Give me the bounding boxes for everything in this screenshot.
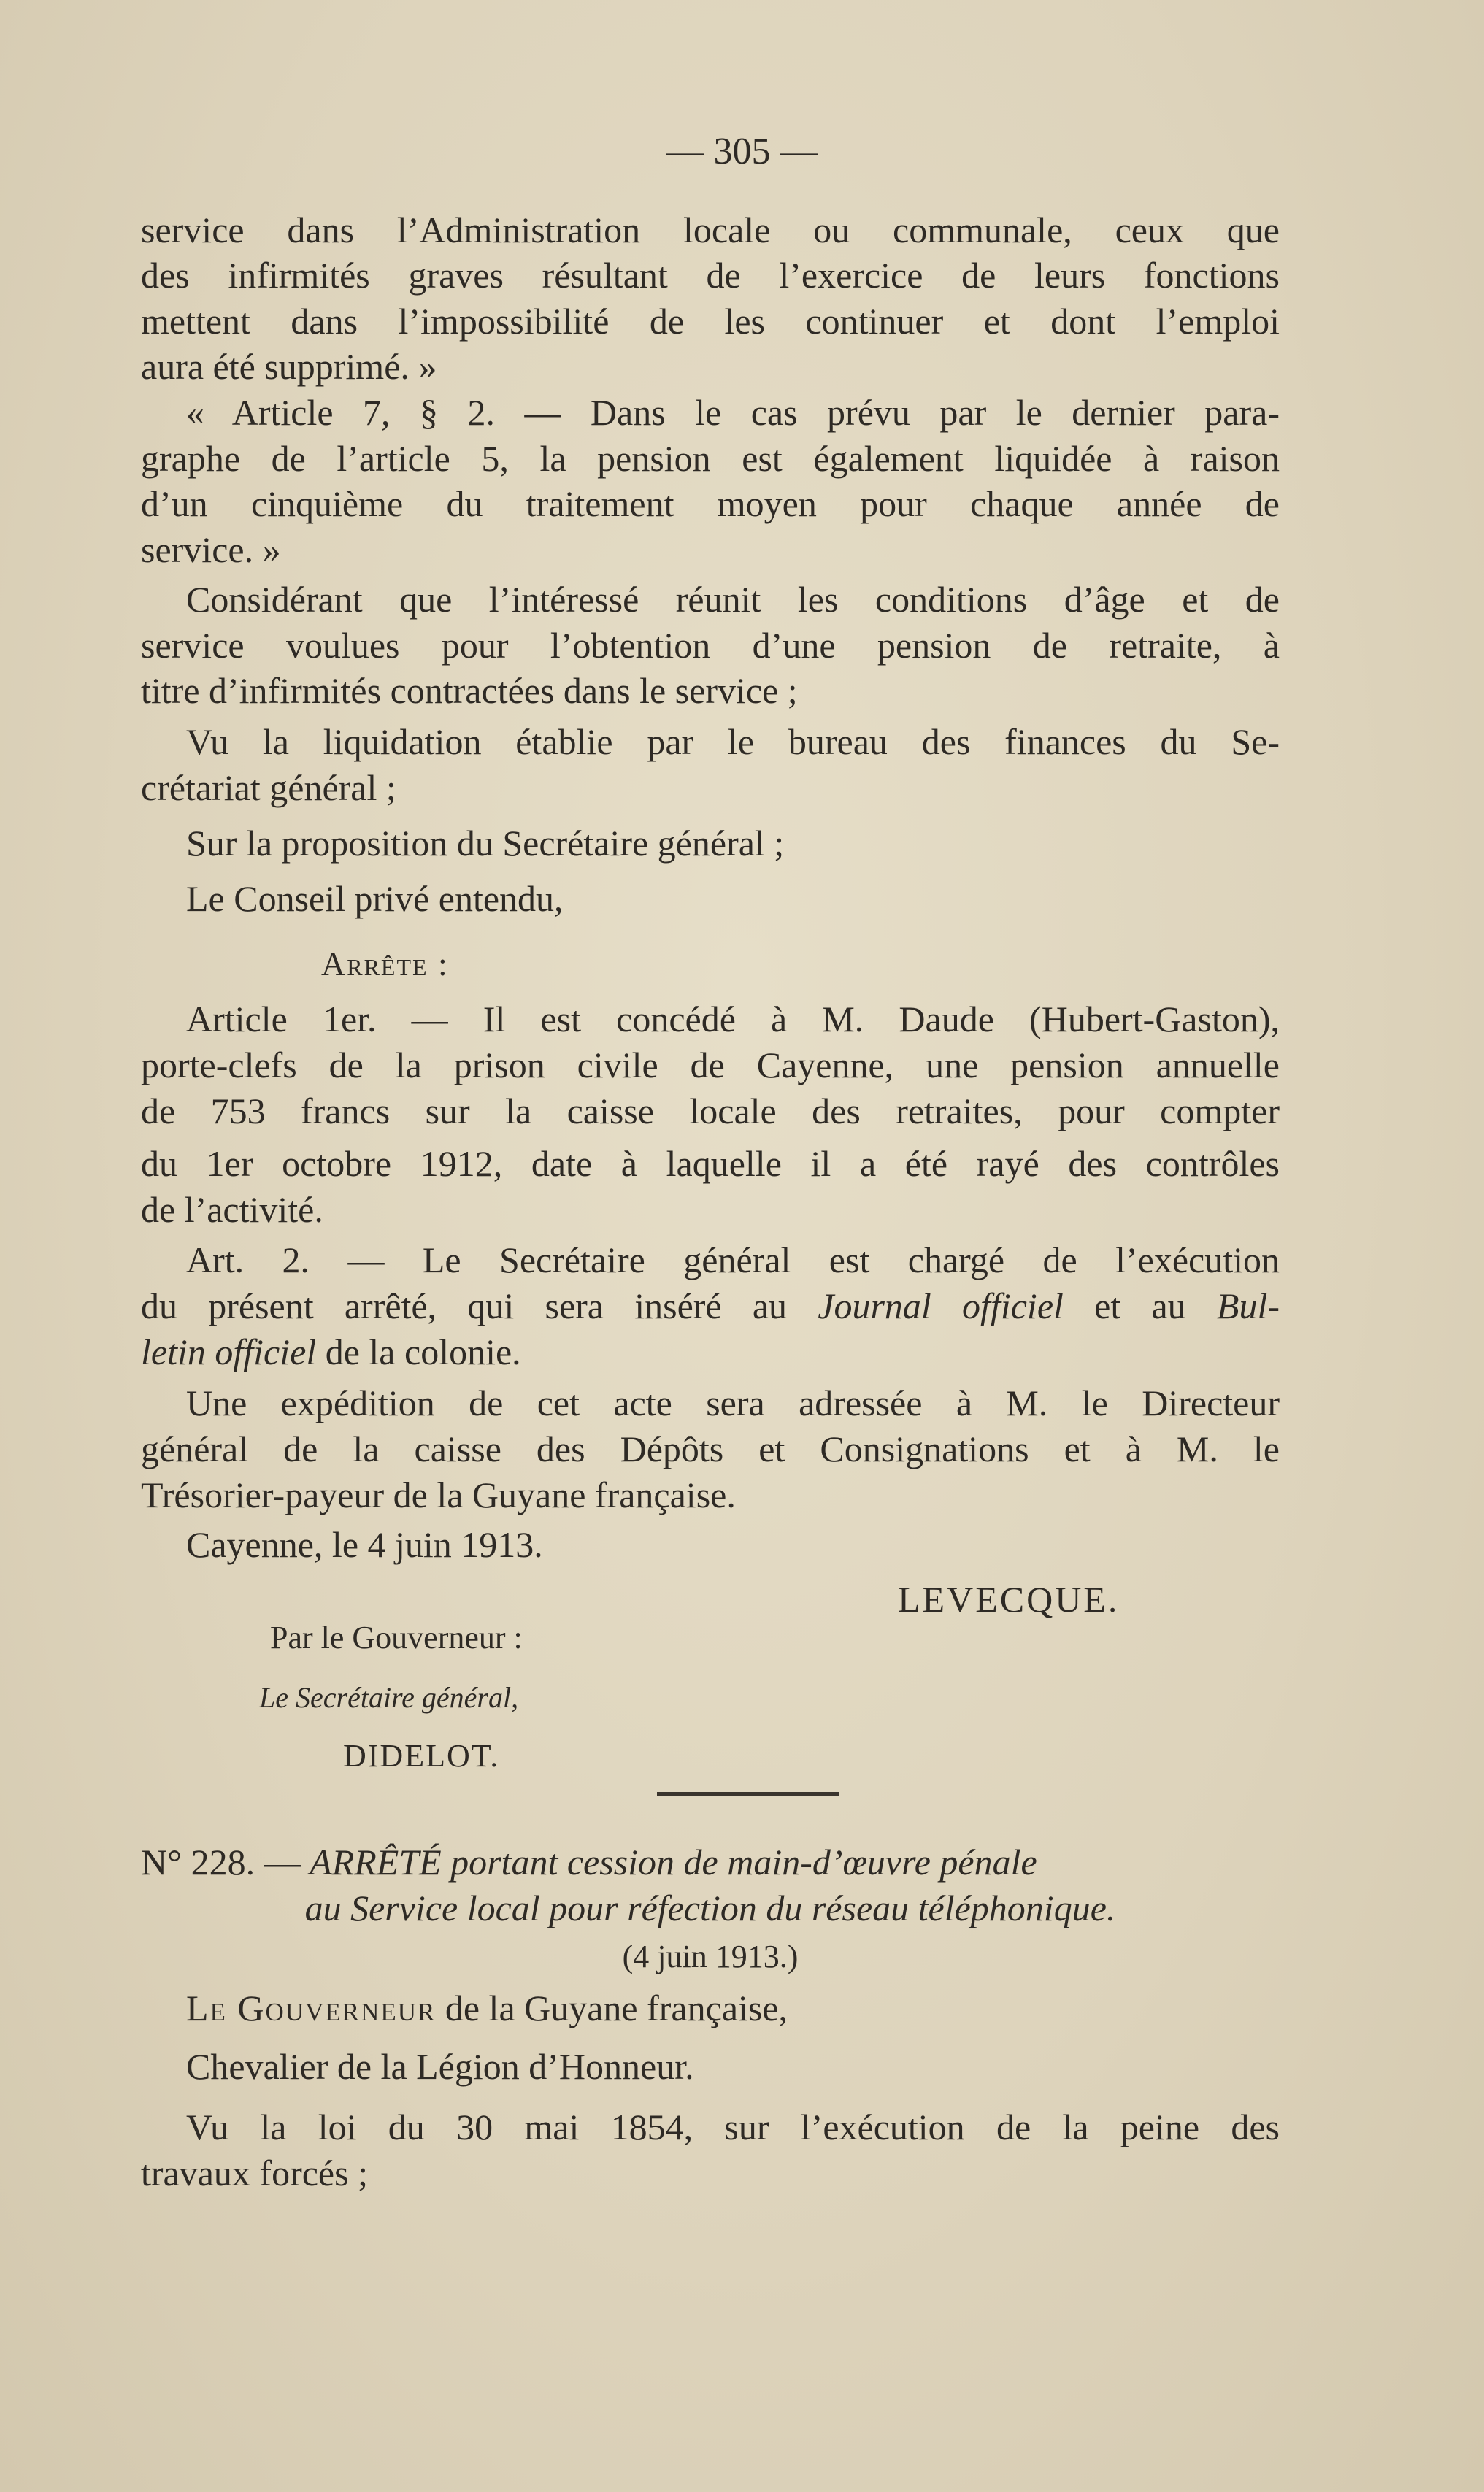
bulletin-officiel-part2: letin officiel xyxy=(141,1331,317,1372)
text-segment: de la Guyane française, xyxy=(436,1988,788,2028)
decree-title-line2: au Service local pour réfection du réseau téléphonique. xyxy=(304,1888,1116,1928)
decree-date: (4 juin 1913.) xyxy=(622,1939,799,1974)
par-le-gouverneur: Par le Gouverneur : xyxy=(270,1620,523,1655)
governor-label: Le Gouverneur xyxy=(186,1988,437,2028)
text-segment: et au xyxy=(1063,1285,1217,1326)
text-line: Trésorier-payeur de la Guyane française. xyxy=(141,1474,736,1515)
decree-number: N° 228. — xyxy=(141,1842,310,1883)
text-line: Art. 2. — Le Secrétaire général est chargé de l’exécution xyxy=(186,1239,1280,1280)
text-segment: du présent arrêté, qui sera inséré au xyxy=(141,1285,818,1326)
text-line: général de la caisse des Dépôts et Consignations et à M. le xyxy=(141,1428,1280,1469)
text-line: service dans l’Administration locale ou communale, ceux que xyxy=(141,209,1280,250)
chevalier-line: Chevalier de la Légion d’Honneur. xyxy=(186,2046,694,2087)
text-line: crétariat général ; xyxy=(141,767,396,808)
text-line: travaux forcés ; xyxy=(141,2153,368,2193)
text-line: Une expédition de cet acte sera adressée à M. le Directeur xyxy=(186,1382,1280,1423)
text-line: Cayenne, le 4 juin 1913. xyxy=(186,1524,543,1565)
page-number: — 305 — xyxy=(666,131,818,172)
bulletin-officiel-part1: Bul- xyxy=(1216,1285,1280,1326)
text-line: Article 1er. — Il est concédé à M. Daude (Hubert-Gaston), xyxy=(186,999,1280,1039)
section-divider xyxy=(657,1792,839,1796)
text-line: mettent dans l’impossibilité de les continuer et dont l’emploi xyxy=(141,301,1280,342)
decree-title-line1: ARRÊTÉ portant cession de main-d’œuvre pénale xyxy=(310,1842,1037,1883)
text-line: Considérant que l’intéressé réunit les conditions d’âge et de xyxy=(186,579,1280,620)
secretary-title: Le Secrétaire général, xyxy=(259,1681,519,1714)
text-line: du 1er octobre 1912, date à laquelle il a été rayé des contrôles xyxy=(141,1143,1280,1184)
text-line: Vu la loi du 30 mai 1854, sur l’exécution de la peine des xyxy=(186,2107,1280,2147)
text-line: aura été supprimé. » xyxy=(141,346,437,387)
signature-governor: LEVECQUE. xyxy=(898,1579,1120,1620)
text-line xyxy=(141,1283,1280,1328)
journal-officiel: Journal officiel xyxy=(818,1285,1064,1326)
text-line: titre d’infirmités contractées dans le service ; xyxy=(141,670,798,711)
text-line: graphe de l’article 5, la pension est également liquidée à raison xyxy=(141,438,1280,479)
decree-title xyxy=(141,1839,1280,1885)
text-line: Sur la proposition du Secrétaire général ; xyxy=(186,823,785,864)
text-line: Vu la liquidation établie par le bureau des finances du Se- xyxy=(186,721,1280,762)
arrete-heading: Arrête : xyxy=(321,945,449,982)
text-segment: de la colonie. xyxy=(316,1331,521,1372)
governor-line xyxy=(186,1985,1325,2031)
text-line: service voulues pour l’obtention d’une pension de retraite, à xyxy=(141,625,1280,666)
text-line: de 753 francs sur la caisse locale des retraites, pour compter xyxy=(141,1091,1280,1131)
signature-secretary: DIDELOT. xyxy=(343,1738,500,1774)
text-line: d’un cinquième du traitement moyen pour chaque année de xyxy=(141,483,1280,524)
text-line: Le Conseil privé entendu, xyxy=(186,878,564,919)
text-line: service. » xyxy=(141,529,281,570)
text-line: « Article 7, § 2. — Dans le cas prévu par le dernier para- xyxy=(186,392,1280,433)
text-line: des infirmités graves résultant de l’exercice de leurs fonctions xyxy=(141,255,1280,296)
text-line: de l’activité. xyxy=(141,1189,323,1230)
text-line xyxy=(141,1329,1280,1374)
text-line: porte-clefs de la prison civile de Cayenne, une pension annuelle xyxy=(141,1045,1280,1085)
